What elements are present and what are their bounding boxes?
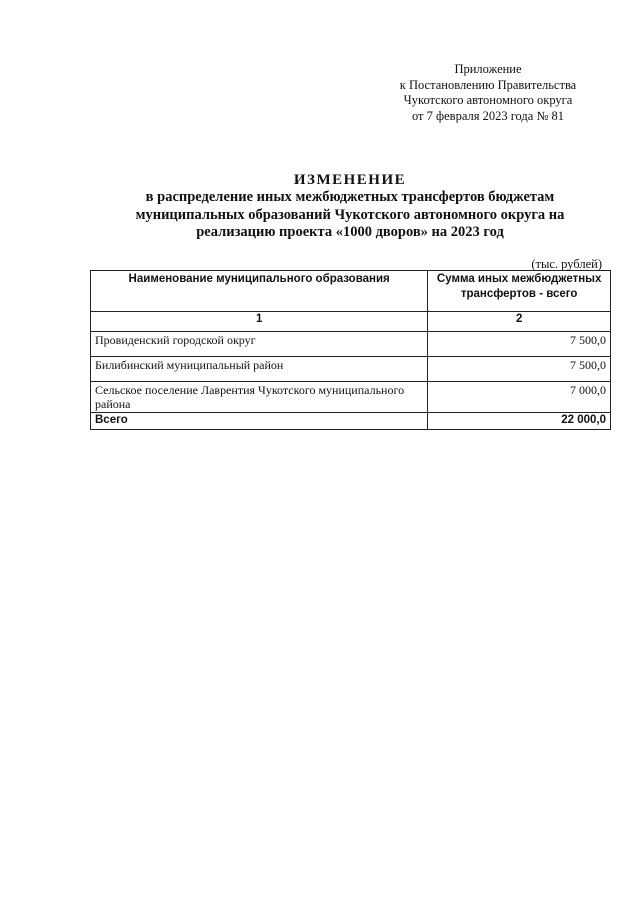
total-label: Всего [91,413,428,430]
column-number-1: 1 [91,312,428,332]
title-line-1: в распределение иных межбюджетных трансфертов бюджетам [145,189,555,205]
title-line-3: реализацию проекта «1000 дворов» на 2023 год [196,224,504,240]
header-sum: Сумма иных межбюджетных трансфертов - всего [428,271,611,312]
appendix-block [378,62,598,124]
units-label: (тыс. рублей) [531,257,602,271]
row-name: Билибинский муниципальный район [91,357,428,382]
table-row [91,382,611,413]
total-row [91,413,611,430]
row-sum: 7 500,0 [428,332,611,357]
title-line-2: муниципальных образований Чукотского автономного округа на [135,206,565,223]
table-row [91,357,611,382]
total-sum: 22 000,0 [428,413,611,430]
title-main: ИЗМЕНЕНИЕ [293,172,407,188]
row-sum: 7 000,0 [428,382,611,413]
column-number-2: 2 [428,312,611,332]
header-name: Наименование муниципального образования [91,271,428,312]
document-title [90,171,610,242]
row-name: Сельское поселение Лаврентия Чукотского муниципального района [91,382,428,413]
transfers-table [90,270,611,430]
row-sum: 7 500,0 [428,357,611,382]
appendix-line-1: Приложение [454,62,522,76]
appendix-line-3: Чукотского автономного округа [403,93,573,107]
appendix-line-4: от 7 февраля 2023 года № 81 [411,108,565,123]
table-row [91,332,611,357]
table-header-row [91,271,611,312]
row-name: Провиденский городской округ [91,332,428,357]
appendix-line-2: к Постановлению Правительства [399,77,577,92]
column-number-row [91,312,611,332]
